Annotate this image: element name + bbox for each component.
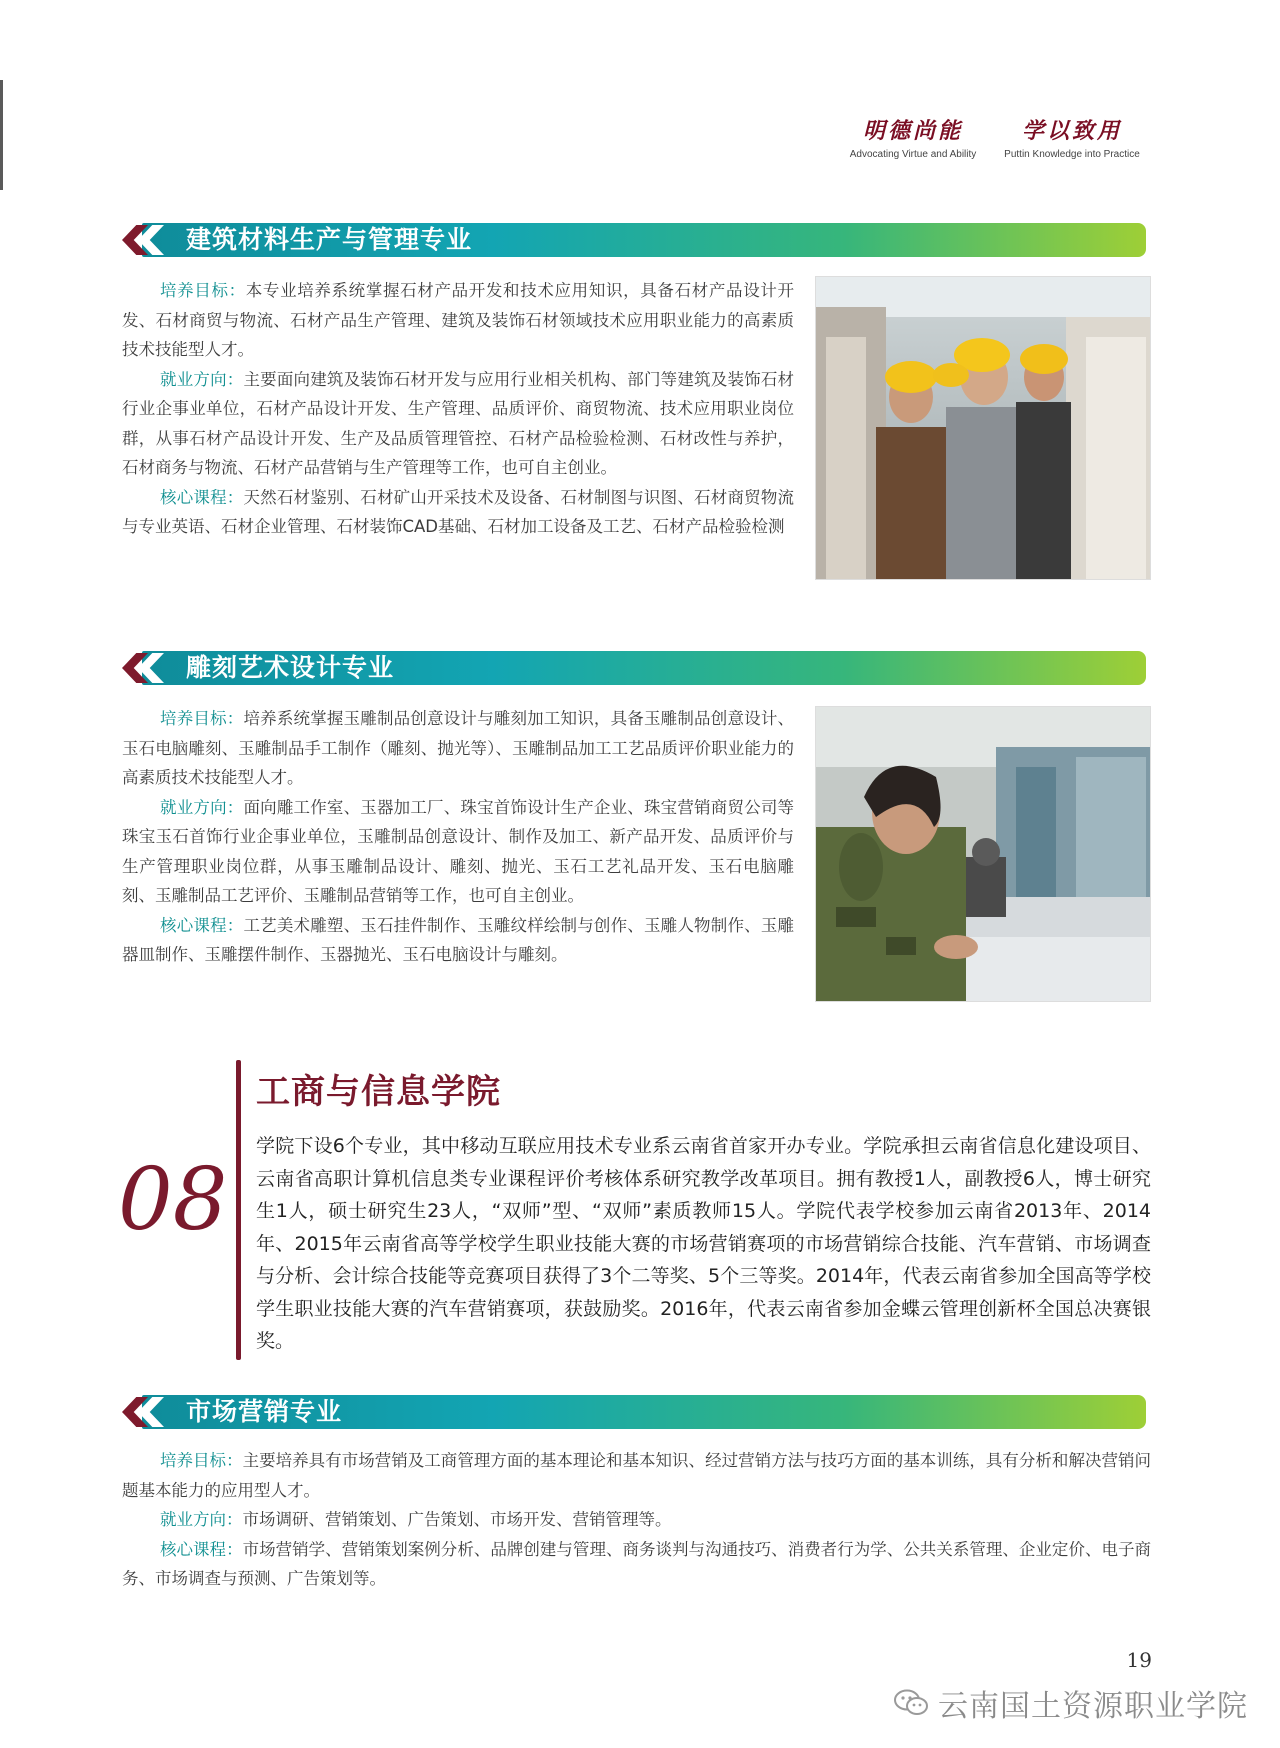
faculty-description: 学院下设6个专业，其中移动互联应用技术专业系云南省首家开办专业。学院承担云南省信息化建设项目、云南省高职计算机信息类专业课程评价考核体系研究教学改革项目。拥有教授1人，副教授6人，博士研究生1人，硕士研究生23人，“双师”型、“双师”素质教师15人。学院代表学校参加云南省2013年、2014年、2015年云南省高等学校学生职业技能大赛的市场营销赛项的市场营销综合技能、汽车营销、市场调查与分析、会计综合技能等竞赛项目获得了3个二等奖、5个三等奖。2014年，代表云南省参加全国高等学校学生职业技能大赛的汽车营销赛项，获鼓励奖。2016年，代表云南省参加金蝶云管理创新杯全国总决赛银奖。	[256, 1135, 1151, 1352]
page-number: 19	[1126, 1648, 1152, 1672]
jade-carving-illustration	[816, 707, 1151, 1002]
career-text: 主要面向建筑及装饰石材开发与应用行业相关机构、部门等建筑及装饰石材行业企事业单位，石材产品设计开发、生产管理、品质评价、商贸物流、技术应用职业岗位群，从事石材产品设计开发、生产及品质管理管控、石材产品检验检测、石材改性与养护，石材商务与物流、石材产品营销与生产管理等工作，也可自主创业。	[122, 369, 795, 477]
section-title: 市场营销专业	[186, 1397, 343, 1426]
section-header-building-materials	[122, 221, 1146, 259]
section1-goal	[122, 276, 794, 365]
section2-body	[122, 704, 794, 970]
goal-label: 培养目标：	[160, 709, 244, 728]
career-label: 就业方向：	[160, 369, 244, 389]
wechat-icon	[894, 1689, 928, 1717]
section-header-marketing	[122, 1393, 1146, 1431]
section2-goal	[122, 704, 794, 793]
goal-label: 培养目标：	[160, 281, 246, 300]
section3-courses	[122, 1535, 1151, 1594]
section3-goal	[122, 1446, 1151, 1505]
section2-career	[122, 793, 794, 911]
goal-text: 培养系统掌握玉雕制品创意设计与雕刻加工知识，具备玉雕制品创意设计、玉石电脑雕刻、玉雕制品手工制作（雕刻、抛光等）、玉雕制品加工工艺品质评价职业能力的高素质技术技能型人才。	[122, 709, 795, 787]
section3-career	[122, 1505, 1151, 1535]
stone-inspection-illustration	[816, 277, 1151, 580]
goal-text: 本专业培养系统掌握石材产品开发和技术应用知识，具备石材产品设计开发、石材商贸与物流、石材产品生产管理、建筑及装饰石材领域技术应用职业能力的高素质技术技能型人才。	[122, 281, 795, 359]
school-motto	[828, 118, 1148, 168]
career-text: 市场调研、营销策划、广告策划、市场开发、营销管理等。	[242, 1510, 672, 1529]
faculty-number: 08	[118, 1150, 228, 1250]
section-title: 雕刻艺术设计专业	[186, 653, 395, 682]
motto-left	[828, 118, 998, 162]
section3-body	[122, 1446, 1151, 1594]
goal-label: 培养目标：	[160, 1451, 243, 1470]
course-label: 核心课程：	[160, 487, 244, 507]
course-label: 核心课程：	[160, 915, 244, 935]
page-edge-mark	[0, 80, 3, 190]
course-text: 市场营销学、营销策划案例分析、品牌创建与管理、商务谈判与沟通技巧、消费者行为学、公共关系管理、企业定价、电子商务、市场调查与预测、广告策划等。	[122, 1539, 1152, 1588]
motto-right	[996, 118, 1148, 162]
jade-carving-photo	[815, 706, 1151, 1002]
faculty-accent-bar	[236, 1060, 241, 1360]
goal-text: 主要培养具有市场营销及工商管理方面的基本理论和基本知识、经过营销方法与技巧方面的基本训练，具有分析和解决营销问题基本能力的应用型人才。	[122, 1451, 1152, 1500]
motto-left-en: Advocating Virtue and Ability	[849, 149, 977, 160]
career-label: 就业方向：	[160, 1510, 243, 1529]
motto-left-cn: 明德尚能	[862, 118, 963, 144]
course-text: 工艺美术雕塑、玉石挂件制作、玉雕纹样绘制与创作、玉雕人物制作、玉雕器皿制作、玉雕摆件制作、玉器抛光、玉石电脑设计与雕刻。	[122, 915, 795, 964]
section1-career	[122, 365, 794, 483]
course-label: 核心课程：	[160, 1539, 243, 1559]
section-title: 建筑材料生产与管理专业	[186, 225, 473, 254]
section1-courses	[122, 483, 794, 542]
section-header-carving-art	[122, 649, 1146, 687]
career-label: 就业方向：	[160, 797, 244, 817]
wechat-watermark	[894, 1678, 1248, 1728]
career-text: 面向雕工作室、玉器加工厂、珠宝首饰设计生产企业、珠宝营销商贸公司等珠宝玉石首饰行业企事业单位，玉雕制品创意设计、制作及加工、新产品开发、品质评价与生产管理职业岗位群，从事玉雕制品设计、雕刻、抛光、玉石工艺礼品开发、玉石电脑雕刻、玉雕制品工艺评价、玉雕制品营销等工作，也可自主创业。	[122, 797, 795, 905]
section2-courses	[122, 911, 794, 970]
section1-body	[122, 276, 794, 542]
stone-inspection-photo	[815, 276, 1151, 580]
faculty-title: 工商与信息学院	[256, 1072, 501, 1112]
motto-right-cn: 学以致用	[1021, 118, 1122, 144]
motto-right-en: Puttin Knowledge into Practice	[1004, 149, 1140, 160]
watermark-text: 云南国土资源职业学院	[938, 1689, 1248, 1724]
course-text: 天然石材鉴别、石材矿山开采技术及设备、石材制图与识图、石材商贸物流与专业英语、石材企业管理、石材装饰CAD基础、石材加工设备及工艺、石材产品检验检测	[122, 487, 795, 536]
